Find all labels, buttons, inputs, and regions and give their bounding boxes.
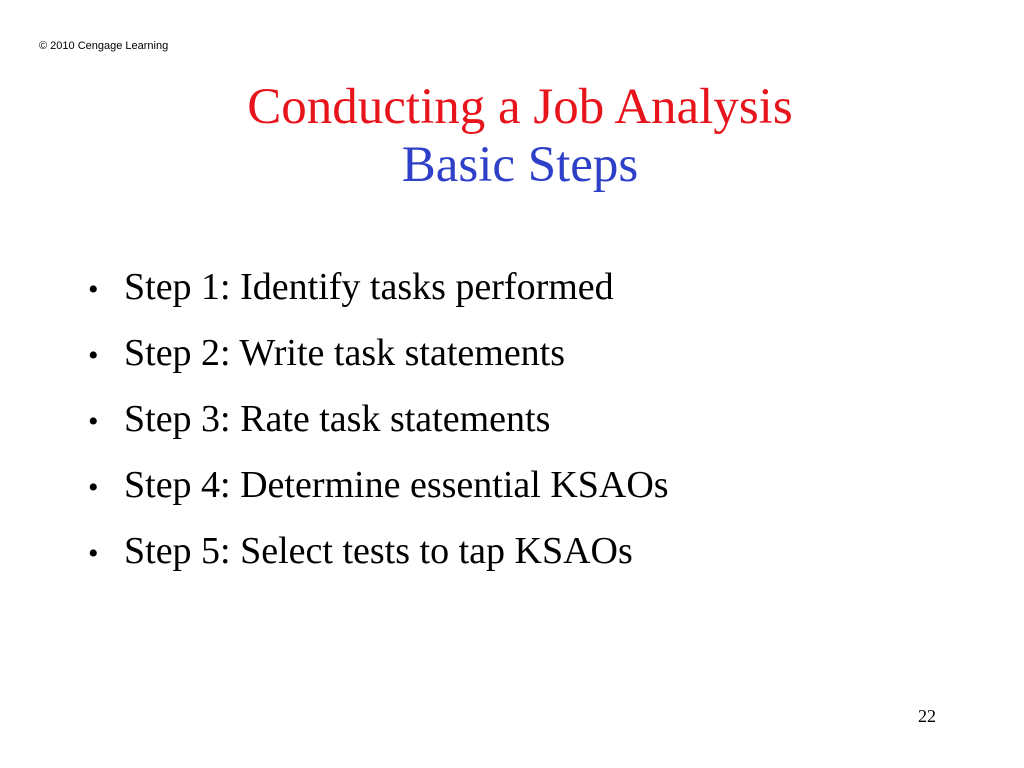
list-item — [88, 320, 669, 386]
step-text: Step 3: Rate task statements — [124, 398, 551, 440]
step-text: Step 5: Select tests to tap KSAOs — [124, 530, 633, 572]
title-subtitle: Basic Steps — [401, 137, 639, 194]
step-text: Step 2: Write task statements — [124, 332, 566, 374]
bullet-icon: • — [88, 273, 99, 306]
steps-list — [88, 254, 669, 584]
list-item — [88, 518, 669, 584]
list-item — [88, 386, 669, 452]
page-number: 22 — [918, 706, 936, 726]
bullet-icon: • — [88, 339, 99, 372]
copyright-notice: © 2010 Cengage Learning — [39, 40, 169, 52]
step-text: Step 4: Determine essential KSAOs — [124, 464, 669, 506]
bullet-icon: • — [88, 537, 99, 570]
slide-title — [0, 78, 1024, 194]
bullet-icon: • — [88, 471, 99, 504]
list-item — [88, 254, 669, 320]
step-text: Step 1: Identify tasks performed — [124, 266, 614, 308]
list-item — [88, 452, 669, 518]
bullet-icon: • — [88, 405, 99, 438]
title-main: Conducting a Job Analysis — [247, 79, 793, 135]
